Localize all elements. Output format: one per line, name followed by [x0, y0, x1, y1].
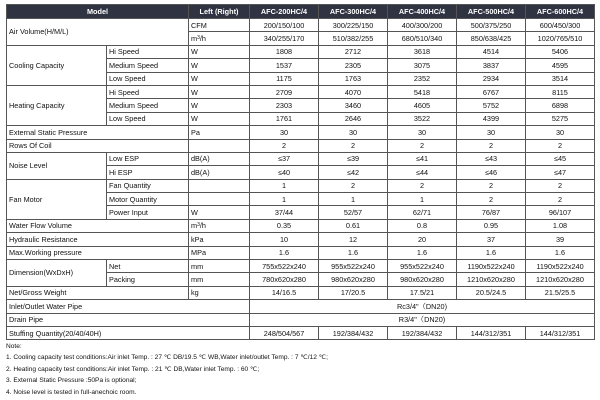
- param-label: Hydraulic Resistance: [7, 233, 189, 246]
- value-cell: 510/382/255: [319, 32, 388, 45]
- value-cell: 2: [457, 179, 526, 192]
- value-cell: 0.8: [388, 219, 457, 232]
- sub-label: Low Speed: [107, 112, 189, 125]
- unit-cell: $m^3/h$: [189, 32, 250, 45]
- sub-label: Power Input: [107, 206, 189, 219]
- table-row: [7, 260, 595, 273]
- param-label: External Static Pressure: [7, 126, 189, 139]
- param-label: Stuffing Quantity(20/40/40H): [7, 326, 250, 339]
- value-cell: 2934: [457, 72, 526, 85]
- value-cell: ≤40: [250, 166, 319, 179]
- sub-label: Fan Quantity: [107, 179, 189, 192]
- value-cell: 955x522x240: [388, 260, 457, 273]
- table-row: [7, 300, 595, 313]
- value-cell: 2303: [250, 99, 319, 112]
- unit-cell: mm: [189, 273, 250, 286]
- value-cell: 1.6: [388, 246, 457, 259]
- table-row: [7, 219, 595, 232]
- value-cell: 955x522x240: [319, 260, 388, 273]
- value-cell: ≤44: [388, 166, 457, 179]
- value-cell: 3618: [388, 45, 457, 58]
- value-cell: ≤42: [319, 166, 388, 179]
- param-label: Rows Of Coil: [7, 139, 189, 152]
- value-cell: 1.6: [526, 246, 595, 259]
- notes-section: [6, 341, 594, 398]
- table-row: [7, 45, 595, 58]
- value-cell: 4070: [319, 85, 388, 98]
- param-label: Inlet/Outlet Water Pipe: [7, 300, 250, 313]
- unit-cell: W: [189, 112, 250, 125]
- param-label: Max.Working pressure: [7, 246, 189, 259]
- value-cell: 6898: [526, 99, 595, 112]
- value-cell: 96/107: [526, 206, 595, 219]
- value-cell: 2: [526, 139, 595, 152]
- value-cell: 17/20.5: [319, 286, 388, 299]
- value-cell: 6767: [457, 85, 526, 98]
- value-cell: 0.35: [250, 219, 319, 232]
- unit-cell: mm: [189, 260, 250, 273]
- value-cell: Rc3/4"（DN20): [250, 300, 595, 313]
- model-name: AFC-500HC/4: [457, 5, 526, 19]
- sub-label: Low ESP: [107, 152, 189, 165]
- unit-cell: W: [189, 45, 250, 58]
- value-cell: 755x522x240: [250, 260, 319, 273]
- note-item: 4. Noise level is tested in full-anechoic room.: [6, 388, 137, 396]
- sub-label: Medium Speed: [107, 59, 189, 72]
- unit-cell: [189, 193, 250, 206]
- param-label: Heating Capacity: [7, 85, 107, 125]
- value-cell: 1: [319, 193, 388, 206]
- sub-label: Motor Quantity: [107, 193, 189, 206]
- value-cell: 30: [526, 126, 595, 139]
- value-cell: 2: [388, 139, 457, 152]
- value-cell: 980x620x280: [319, 273, 388, 286]
- value-cell: 21.5/25.5: [526, 286, 595, 299]
- sub-label: Packing: [107, 273, 189, 286]
- value-cell: 144/312/351: [526, 326, 595, 339]
- value-cell: 5418: [388, 85, 457, 98]
- unit-cell: $m^3/h$: [189, 219, 250, 232]
- notes-title: Note:: [6, 343, 22, 350]
- table-row: [7, 286, 595, 299]
- value-cell: 17.5/21: [388, 286, 457, 299]
- value-cell: ≤45: [526, 152, 595, 165]
- value-cell: 2712: [319, 45, 388, 58]
- value-cell: 1: [250, 193, 319, 206]
- table-row: [7, 233, 595, 246]
- value-cell: 1210x620x280: [457, 273, 526, 286]
- model-name: AFC-400HC/4: [388, 5, 457, 19]
- table-row: [7, 313, 595, 326]
- value-cell: 30: [250, 126, 319, 139]
- value-cell: 1.08: [526, 219, 595, 232]
- value-cell: 3075: [388, 59, 457, 72]
- param-label: Drain Pipe: [7, 313, 250, 326]
- table-row: [7, 126, 595, 139]
- value-cell: 3460: [319, 99, 388, 112]
- value-cell: 1761: [250, 112, 319, 125]
- sub-label: Net: [107, 260, 189, 273]
- unit-cell: [189, 139, 250, 152]
- sub-label: Hi Speed: [107, 85, 189, 98]
- value-cell: 0.95: [457, 219, 526, 232]
- value-cell: 1210x620x280: [526, 273, 595, 286]
- sub-label: Low Speed: [107, 72, 189, 85]
- value-cell: 2709: [250, 85, 319, 98]
- value-cell: 30: [319, 126, 388, 139]
- value-cell: 20: [388, 233, 457, 246]
- value-cell: 1808: [250, 45, 319, 58]
- table-row: [7, 19, 595, 32]
- value-cell: ≤46: [457, 166, 526, 179]
- table-row: [7, 326, 595, 339]
- param-label: Water Flow Volume: [7, 219, 189, 232]
- param-label: Net/Gross Weight: [7, 286, 189, 299]
- value-cell: 14/16.5: [250, 286, 319, 299]
- unit-cell: kg: [189, 286, 250, 299]
- unit-cell: dB(A): [189, 166, 250, 179]
- value-cell: 5406: [526, 45, 595, 58]
- value-cell: 1763: [319, 72, 388, 85]
- value-cell: ≤47: [526, 166, 595, 179]
- unit-cell: dB(A): [189, 152, 250, 165]
- unit-cell: W: [189, 99, 250, 112]
- sub-label: Hi Speed: [107, 45, 189, 58]
- param-label: Air Volume(H/M/L): [7, 19, 189, 46]
- value-cell: 30: [457, 126, 526, 139]
- value-cell: 1: [250, 179, 319, 192]
- value-cell: 1537: [250, 59, 319, 72]
- value-cell: 1.6: [319, 246, 388, 259]
- sub-label: Hi ESP: [107, 166, 189, 179]
- value-cell: 1020/765/510: [526, 32, 595, 45]
- unit-cell: CFM: [189, 19, 250, 32]
- value-cell: 30: [388, 126, 457, 139]
- spec-table: [6, 4, 595, 340]
- value-cell: 4514: [457, 45, 526, 58]
- table-row: [7, 139, 595, 152]
- value-cell: 39: [526, 233, 595, 246]
- value-cell: 4595: [526, 59, 595, 72]
- value-cell: 4605: [388, 99, 457, 112]
- value-cell: 1.6: [250, 246, 319, 259]
- value-cell: 300/225/150: [319, 19, 388, 32]
- value-cell: 1175: [250, 72, 319, 85]
- value-cell: 76/87: [457, 206, 526, 219]
- param-label: Cooling Capacity: [7, 45, 107, 85]
- value-cell: 340/255/170: [250, 32, 319, 45]
- value-cell: 2: [526, 193, 595, 206]
- value-cell: 62/71: [388, 206, 457, 219]
- note-item: 2. Heating capacity test conditions:Air inlet Temp. : 21 ℃ DB,Water inlet Temp. : 60 ℃;: [6, 365, 260, 373]
- value-cell: 2: [457, 139, 526, 152]
- value-cell: 2: [457, 193, 526, 206]
- value-cell: 400/300/200: [388, 19, 457, 32]
- unit-cell: kPa: [189, 233, 250, 246]
- value-cell: 20.5/24.5: [457, 286, 526, 299]
- sub-label: Medium Speed: [107, 99, 189, 112]
- value-cell: 248/504/567: [250, 326, 319, 339]
- value-cell: 2: [250, 139, 319, 152]
- model-name: AFC-300HC/4: [319, 5, 388, 19]
- value-cell: 2: [388, 179, 457, 192]
- value-cell: 0.61: [319, 219, 388, 232]
- value-cell: 600/450/300: [526, 19, 595, 32]
- value-cell: 144/312/351: [457, 326, 526, 339]
- model-name: AFC-600HC/4: [526, 5, 595, 19]
- table-row: [7, 152, 595, 165]
- value-cell: 1: [388, 193, 457, 206]
- value-cell: 37: [457, 233, 526, 246]
- value-cell: ≤43: [457, 152, 526, 165]
- value-cell: 192/384/432: [319, 326, 388, 339]
- unit-cell: W: [189, 72, 250, 85]
- param-label: Dimension(WxDxH): [7, 260, 107, 287]
- value-cell: 3837: [457, 59, 526, 72]
- header-row: [7, 5, 595, 19]
- value-cell: ≤39: [319, 152, 388, 165]
- value-cell: 780x620x280: [250, 273, 319, 286]
- value-cell: 2305: [319, 59, 388, 72]
- value-cell: 1.6: [457, 246, 526, 259]
- value-cell: 12: [319, 233, 388, 246]
- value-cell: 2: [526, 179, 595, 192]
- value-cell: 2: [319, 179, 388, 192]
- value-cell: 500/375/250: [457, 19, 526, 32]
- value-cell: 10: [250, 233, 319, 246]
- value-cell: 5275: [526, 112, 595, 125]
- value-cell: 1190x522x240: [457, 260, 526, 273]
- value-cell: 2: [319, 139, 388, 152]
- unit-cell: W: [189, 85, 250, 98]
- model-header: Model: [7, 5, 189, 19]
- value-cell: 3514: [526, 72, 595, 85]
- value-cell: 1190x522x240: [526, 260, 595, 273]
- param-label: Noise Level: [7, 152, 107, 179]
- value-cell: 192/384/432: [388, 326, 457, 339]
- unit-cell: [189, 179, 250, 192]
- param-label: Fan Motor: [7, 179, 107, 219]
- value-cell: 200/150/100: [250, 19, 319, 32]
- value-cell: 3522: [388, 112, 457, 125]
- unit-cell: Pa: [189, 126, 250, 139]
- unit-cell: MPa: [189, 246, 250, 259]
- value-cell: 2352: [388, 72, 457, 85]
- unit-cell: W: [189, 206, 250, 219]
- note-item: 3. External Static Pressure :50Pa is optional;: [6, 377, 137, 385]
- value-cell: 680/510/340: [388, 32, 457, 45]
- value-cell: 52/57: [319, 206, 388, 219]
- left-right-header: Left (Right): [189, 5, 250, 19]
- value-cell: 4399: [457, 112, 526, 125]
- table-row: [7, 85, 595, 98]
- unit-cell: W: [189, 59, 250, 72]
- model-name: AFC-200HC/4: [250, 5, 319, 19]
- value-cell: 850/638/425: [457, 32, 526, 45]
- value-cell: ≤41: [388, 152, 457, 165]
- value-cell: 980x620x280: [388, 273, 457, 286]
- value-cell: 2646: [319, 112, 388, 125]
- value-cell: R3/4"（DN20): [250, 313, 595, 326]
- value-cell: ≤37: [250, 152, 319, 165]
- value-cell: 37/44: [250, 206, 319, 219]
- value-cell: 8115: [526, 85, 595, 98]
- value-cell: 5752: [457, 99, 526, 112]
- table-row: [7, 179, 595, 192]
- table-row: [7, 246, 595, 259]
- note-item: 1. Cooling capacity test conditions:Air inlet Temp. : 27 ℃ DB/19.5 ℃ WB,Water inlet/outlet Temp. : 7 ℃/12 ℃;: [6, 354, 328, 362]
